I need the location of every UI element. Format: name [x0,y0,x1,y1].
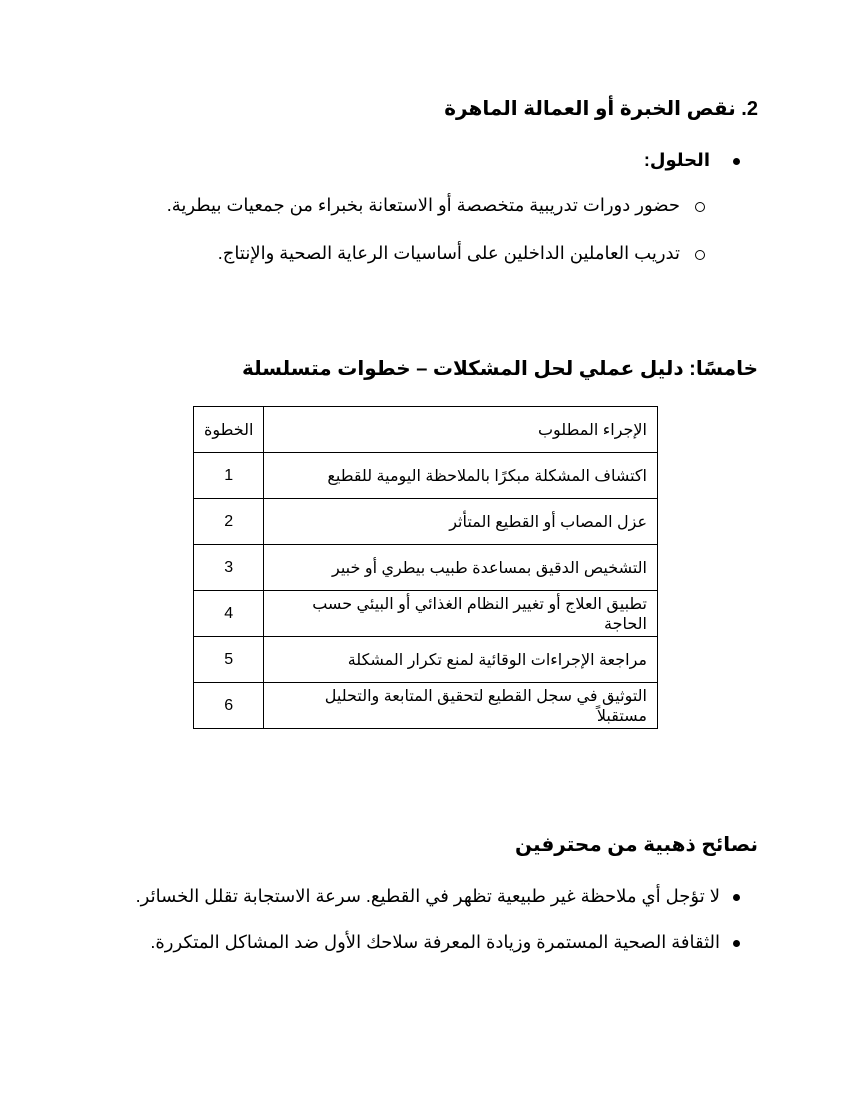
table-row [194,545,658,591]
row-action: التشخيص الدقيق بمساعدة طبيب بيطري أو خبير [264,545,658,591]
solution-item: تدريب العاملين الداخلين على أساسيات الرعاية الصحية والإنتاج. [217,243,680,263]
solutions-label: الحلول: [643,150,710,170]
solutions-bullet [733,158,740,165]
steps-table [193,406,658,729]
tip-item: الثقافة الصحية المستمرة وزيادة المعرفة سلاحك الأول ضد المشاكل المتكررة. [150,932,720,952]
row-step: 3 [194,545,264,591]
row-step: 1 [194,453,264,499]
table-row [194,637,658,683]
table-row [194,591,658,637]
row-step: 5 [194,637,264,683]
row-action: التوثيق في سجل القطيع لتحقيق المتابعة والتحليل مستقبلاً [264,683,658,729]
solution-circle-bullet [695,202,705,212]
tips-heading: نصائح ذهبية من محترفين [515,834,758,856]
tip-bullet [733,894,740,901]
tip-bullet [733,940,740,947]
header-step: الخطوة [194,407,264,453]
row-action: مراجعة الإجراءات الوقائية لمنع تكرار المشكلة [264,637,658,683]
section-two-heading: 2. نقص الخبرة أو العمالة الماهرة [444,98,758,120]
section-five-heading: خامسًا: دليل عملي لحل المشكلات – خطوات متسلسلة [241,358,758,380]
table-row [194,453,658,499]
row-action: تطبيق العلاج أو تغيير النظام الغذائي أو البيئي حسب الحاجة [264,591,658,637]
header-action: الإجراء المطلوب [264,407,658,453]
table-row [194,499,658,545]
row-step: 4 [194,591,264,637]
table-row [194,683,658,729]
solution-item: حضور دورات تدريبية متخصصة أو الاستعانة بخبراء من جمعيات بيطرية. [166,195,680,215]
table-header-row [194,407,658,453]
row-step: 6 [194,683,264,729]
tip-item: لا تؤجل أي ملاحظة غير طبيعية تظهر في القطيع. سرعة الاستجابة تقلل الخسائر. [135,886,720,906]
row-action: عزل المصاب أو القطيع المتأثر [264,499,658,545]
row-action: اكتشاف المشكلة مبكرًا بالملاحظة اليومية للقطيع [264,453,658,499]
row-step: 2 [194,499,264,545]
solution-circle-bullet [695,250,705,260]
